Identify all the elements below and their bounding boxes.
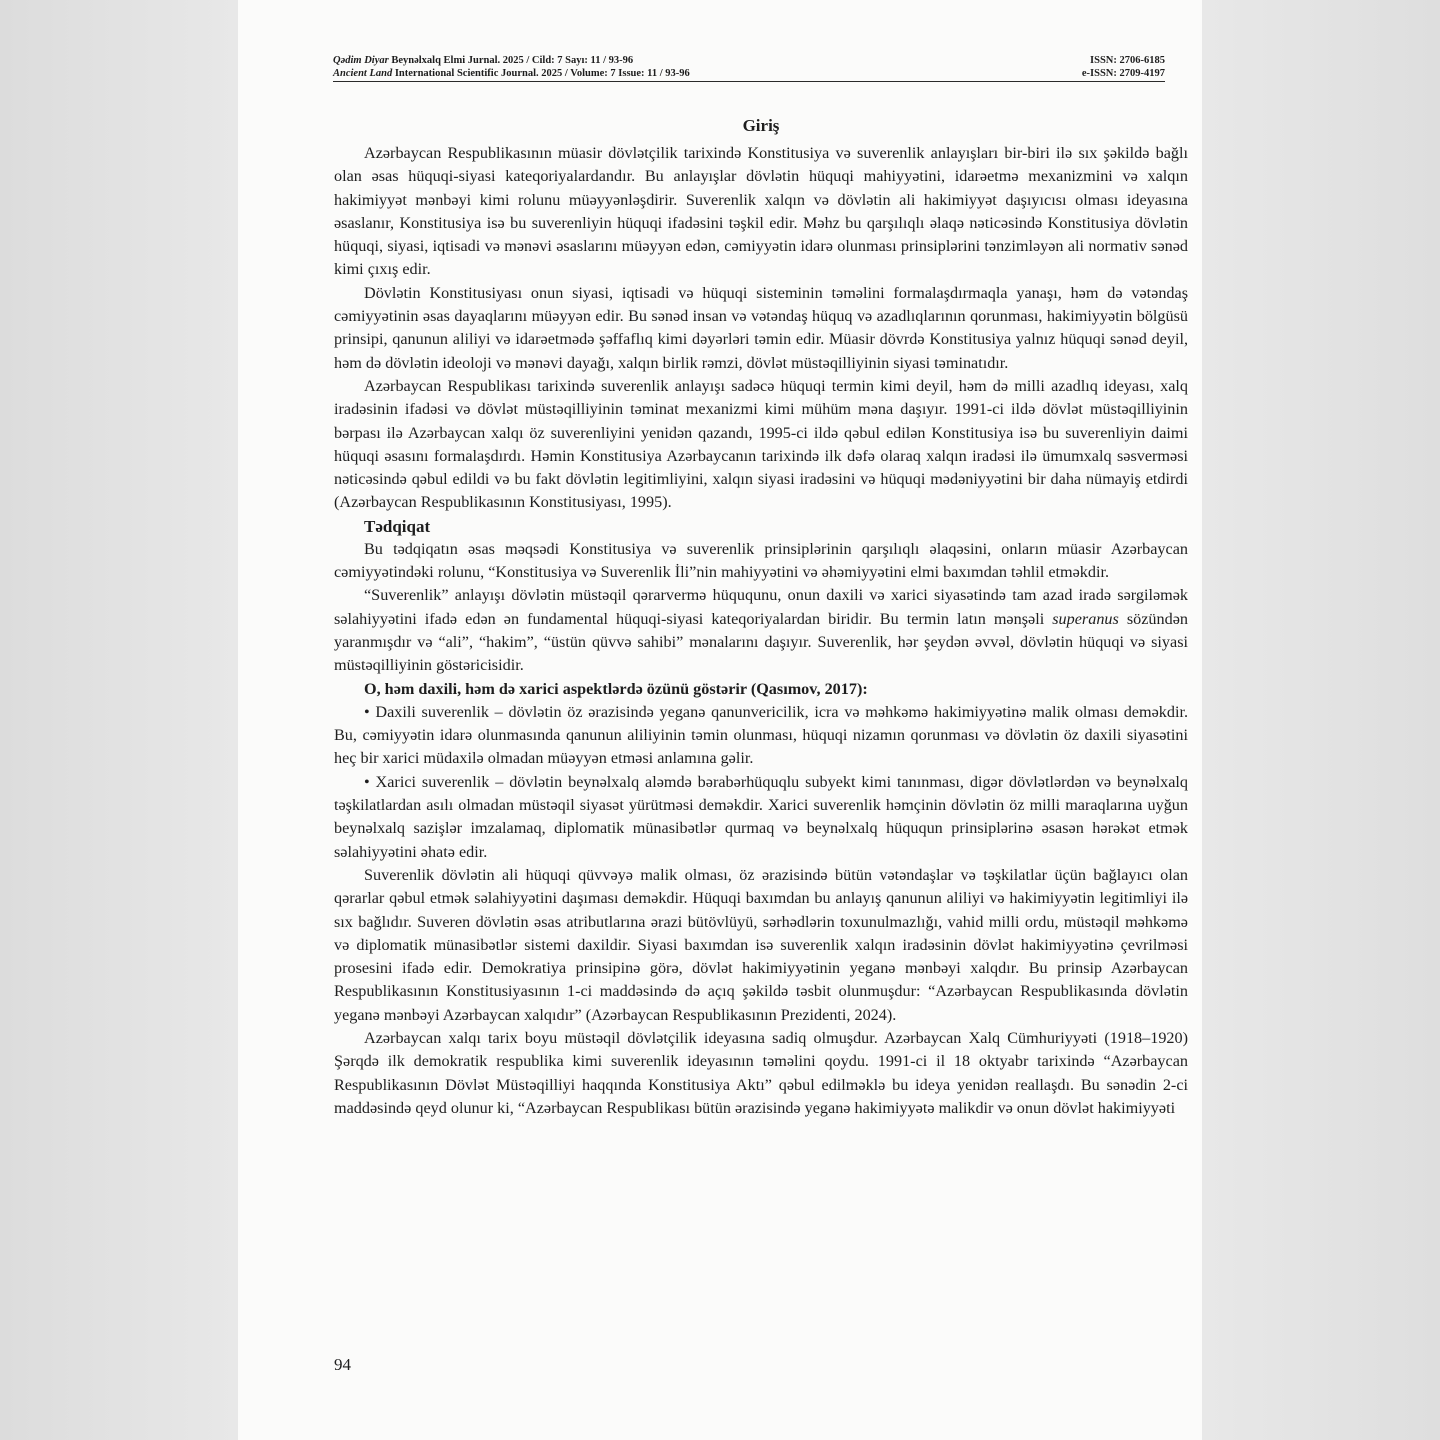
closing-paragraph-2: Azərbaycan xalqı tarix boyu müstəqil dövlətçilik ideyasına sadiq olmuşdur. Azərbaycan Xalq Cümhuriyyəti (1918–1920) Şərqdə ilk demokratik respublika kimi suverenlik ideyasının təməlini qoydu. 1991-ci il 18 oktyabr tarixində “Azərbaycan Respublikasının Dövlət Müstəqilliyi haqqında Konstitusiya Aktı” qəbul edilməklə bu ideya yenidən reallaşdı. Bu sənədin 2-ci maddəsində qeyd olunur ki, “Azərbaycan Respublikası bütün ərazisində yeganə hakimiyyətə malikdir və onun dövlət hakimiyyəti	[334, 1028, 1188, 1117]
issn: ISSN: 2706-6185	[1090, 55, 1165, 66]
journal-info-en: International Scientific Journal. 2025 / Volume: 7 Issue: 11 / 93-96	[392, 68, 690, 79]
section-title-intro: Giriş	[742, 116, 780, 135]
page-number: 94	[334, 1355, 351, 1374]
bullet-internal-sovereignty: • Daxili suverenlik – dövlətin öz ərazisində yeganə qanunvericilik, icra və məhkəmə hakimiyyətinə malik olması deməkdir. Bu, cəmiyyətin idarə olunmasında qanunun aliliyinin təmin olunması, hüquqi nizamın qorunması və dövlətin öz daxili siyasətini heç bir xarici müdaxilə olmadan müəyyən etməsi anlamına gəlir.	[334, 702, 1188, 768]
section-title-research: Tədqiqat	[364, 516, 431, 536]
right-background	[1202, 0, 1440, 1440]
journal-name-az: Qədim Diyar	[333, 55, 389, 66]
header-line-1	[333, 54, 1165, 67]
journal-title-en	[333, 67, 690, 80]
latin-term: superanus	[1052, 609, 1119, 628]
intro-paragraph-2: Dövlətin Konstitusiyası onun siyasi, iqtisadi və hüquqi sisteminin təməlini formalaşdırmaqla yanaşı, həm də vətəndaş cəmiyyətinin əsas dayaqlarını müəyyən edir. Bu sənəd insan və vətəndaş hüquq və azadlıqlarının qorunması, hakimiyyətin bölgüsü prinsipi, qanunun aliliyi və idarəetmədə şəffaflıq kimi dəyərləri təmin edir. Müasir dövrdə Konstitusiya yalnız hüquqi sənəd deyil, həm də dövlətin ideoloji və mənəvi dayağı, xalqın birlik rəmzi, dövlət müstəqilliyinin siyasi təminatıdır.	[334, 283, 1188, 372]
e-issn: e-ISSN: 2709-4197	[1081, 68, 1165, 79]
intro-paragraph-3: Azərbaycan Respublikası tarixində suverenlik anlayışı sadəcə hüquqi termin kimi deyil, həm də milli azadlıq ideyası, xalq iradəsinin ifadəsi və dövlət müstəqilliyinin təminat mexanizmi kimi mühüm məna daşıyır. 1991-ci ildə dövlət müstəqilliyinin bərpası ilə Azərbaycan xalqı öz suverenliyini yenidən qazandı, 1995-ci ildə qəbul edilən Konstitusiya isə bu suverenliyin daimi hüquqi əsasını formalaşdırdı. Həmin Konstitusiya Azərbaycanın tarixində ilk dəfə olaraq xalqın iradəsi ilə ümumxalq səsverməsi nəticəsində qəbul edildi və bu fakt dövlətin legitimliyini, xalqın siyasi iradəsini və hüquqi mədəniyyətini bir daha nümayiş etdirdi (Azərbaycan Respublikasının Konstitusiyası, 1995).	[334, 376, 1188, 512]
article-body	[334, 114, 1188, 1120]
left-background	[0, 0, 238, 1440]
research-paragraph-2	[334, 584, 1188, 677]
research-p2-start: “Suverenlik” anlayışı dövlətin müstəqil qərarvermə hüququnu, onun daxili və xarici siyasətində tam azad iradə sərgiləmək səlahiyyətini ifadə edən ən fundamental hüquqi-siyasi kateqoriyalardan biridir. Bu termin latın mənşəli	[334, 586, 1188, 628]
header-line-2	[333, 67, 1165, 80]
aspects-heading: O, həm daxili, həm də xarici aspektlərdə özünü göstərir (Qasımov, 2017):	[364, 679, 868, 698]
research-p2-end: sözündən yaranmışdır və “ali”, “hakim”, “üstün qüvvə sahibi” mənalarını daşıyır. Suverenlik, hər şeydən əvvəl, dövlətin hüquqi və siyasi müstəqilliyinin göstəricisidir.	[334, 609, 1188, 675]
closing-paragraph-1: Suverenlik dövlətin ali hüquqi qüvvəyə malik olması, öz ərazisində bütün vətəndaşlar və təşkilatlar üçün bağlayıcı olan qərarlar qəbul etmək səlahiyyətini daşıması deməkdir. Hüquqi baxımdan bu anlayış qanunun aliliyi və hakimiyyətin legitimliyi ilə sıx bağlıdır. Suveren dövlətin əsas atributlarına ərazi bütövlüyü, sərhədlərin toxunulmazlığı, vahid milli ordu, müstəqil məhkəmə və diplomatik münasibətlər sistemi daxildir. Siyasi baxımdan isə suverenlik xalqın iradəsinin dövlət hakimiyyətinə çevrilməsi prosesini ifadə edir. Demokratiya prinsipinə görə, dövlət hakimiyyətinin yeganə mənbəyi xalqdır. Bu prinsip Azərbaycan Respublikasının Konstitusiyasının 1-ci maddəsində də açıq şəkildə təsbit olunmuşdur: “Azərbaycan Respublikasında dövlətin yeganə mənbəyi Azərbaycan xalqıdır” (Azərbaycan Respublikasının Prezidenti, 2024).	[334, 865, 1188, 1024]
journal-info-az: Beynəlxalq Elmi Jurnal. 2025 / Cild: 7 Sayı: 11 / 93-96	[388, 55, 634, 66]
journal-title-az	[333, 54, 633, 67]
journal-header	[333, 54, 1165, 82]
bullet-external-sovereignty: • Xarici suverenlik – dövlətin beynəlxalq aləmdə bərabərhüquqlu subyekt kimi tanınması, digər dövlətlərdən və beynəlxalq təşkilatlardan asılı olmadan müstəqil siyasət yürütməsi deməkdir. Xarici suverenlik həmçinin dövlətin öz milli maraqlarına uyğun beynəlxalq sazişlər imzalamaq, diplomatik münasibətlər qurmaq və beynəlxalq hüququn prinsiplərinə əsasən hərəkət etmək səlahiyyətini əhatə edir.	[334, 772, 1188, 861]
journal-name-en: Ancient Land	[333, 68, 393, 79]
document-page	[238, 0, 1202, 1440]
intro-paragraph-1: Azərbaycan Respublikasının müasir dövlətçilik tarixində Konstitusiya və suverenlik anlayışları bir-biri ilə sıx şəkildə bağlı olan əsas hüquqi-siyasi kateqoriyalardandır. Bu anlayışlar dövlətin hüquqi mahiyyətini, idarəetmə mexanizmini və xalqın hakimiyyət mənbəyi kimi rolunu müəyyənləşdirir. Suverenlik xalqın və dövlətin ali hakimiyyət daşıyıcısı olması ideyasına əsaslanır, Konstitusiya isə bu suverenliyin hüquqi ifadəsini təşkil edir. Məhz bu qarşılıqlı əlaqə nəticəsində Konstitusiya dövlətin hüquqi, siyasi, iqtisadi və mənəvi əsaslarını müəyyən edən, cəmiyyətin idarə olunması prinsiplərini tənzimləyən ali normativ sənəd kimi çıxış edir.	[334, 144, 1188, 279]
research-paragraph-1: Bu tədqiqatın əsas məqsədi Konstitusiya və suverenlik prinsiplərinin qarşılıqlı əlaqəsini, onların müasir Azərbaycan cəmiyyətindəki rolunu, “Konstitusiya və Suverenlik İli”nin mahiyyətini və əhəmiyyətini elmi baxımdan təhlil etməkdir.	[334, 539, 1188, 582]
